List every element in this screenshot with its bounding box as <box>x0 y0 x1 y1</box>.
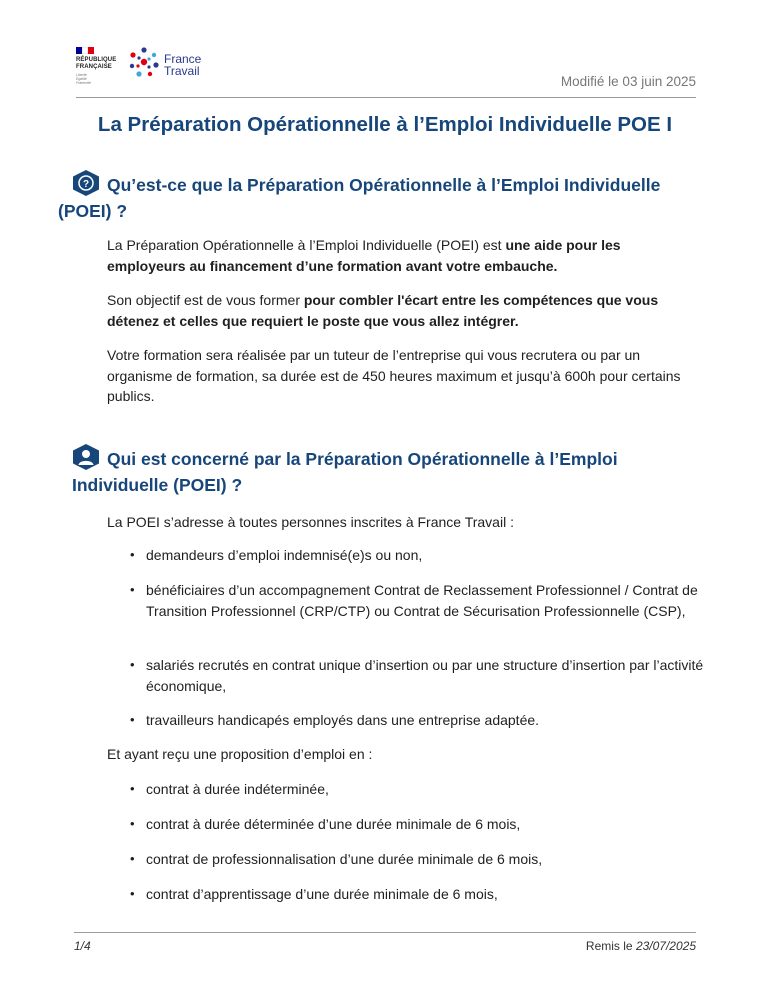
section-heading-who: Qui est concerné par la Préparation Opérationnelle à l’Emploi Individuelle (POEI) ? <box>72 444 702 498</box>
bullet-icon: • <box>130 816 135 831</box>
paragraph-training: Votre formation sera réalisée par un tuteur de l’entreprise qui vous recrutera ou par un organisme de formation, sa durée est de 450 heures maximum et jusqu’à 600h pour certains publics. <box>107 347 681 404</box>
list-item: • contrat d’apprentissage d’une durée minimale de 6 mois, <box>130 884 714 905</box>
list-item: • contrat à durée déterminée d’une durée minimale de 6 mois, <box>130 814 714 835</box>
paragraph-definition: La Préparation Opérationnelle à l’Emploi Individuelle (POEI) est une aide pour les employeurs au financement d’une formation avant votre embauche. <box>107 237 621 274</box>
list-item: • salariés recrutés en contrat unique d’insertion ou par une structure d’insertion par l’activité économique, <box>130 657 704 694</box>
list-item: • contrat de professionnalisation d’une durée minimale de 6 mois, <box>130 849 714 870</box>
page-header <box>76 44 696 98</box>
paragraph-objective: Son objectif est de vous former pour combler l'écart entre les compétences que vous détenez et celles que requiert le poste que vous allez intégrer. <box>107 292 659 329</box>
delivered-date: Remis le 23/07/2025 <box>585 939 696 953</box>
bullet-icon: • <box>130 547 135 562</box>
bullet-icon: • <box>130 851 135 866</box>
republic-motto: Liberté Égalité Fraternité <box>76 73 91 85</box>
paragraph-contract-intro: Et ayant reçu une proposition d’emploi en : <box>107 746 373 762</box>
modified-date: Modifié le 03 juin 2025 <box>560 74 696 89</box>
page-title: La Préparation Opérationnelle à l’Emploi Individuelle POE I <box>97 113 673 136</box>
list-item: • travailleurs handicapés employés dans une entreprise adaptée. <box>130 710 714 731</box>
french-flag-icon <box>76 47 94 54</box>
bullet-icon: • <box>130 582 135 597</box>
header-divider <box>76 97 696 98</box>
question-circle-icon <box>72 170 100 196</box>
list-item: • bénéficiaires d’un accompagnement Contrat de Reclassement Professionnel / Contrat de Transition Professionnel (CRP/CTP) ou Contrat de Sécurisation Professionnelle (CSP), <box>130 582 698 619</box>
section-heading-what-is: ? Qu’est-ce que la Préparation Opérationnelle à l’Emploi Individuelle (POEI) ? <box>72 170 702 224</box>
person-icon <box>72 444 100 470</box>
svg-text:?: ? <box>82 179 90 190</box>
paragraph-audience-intro: La POEI s’adresse à toutes personnes inscrites à France Travail : <box>107 514 514 530</box>
list-item: • demandeurs d’emploi indemnisé(e)s ou non, <box>130 545 714 566</box>
republique-francaise-logo <box>76 47 124 85</box>
republic-name: RÉPUBLIQUE FRANÇAISE <box>76 57 117 70</box>
bullet-icon: • <box>130 657 135 672</box>
bullet-icon: • <box>130 712 135 727</box>
france-travail-dots-icon <box>128 46 160 78</box>
bullet-icon: • <box>130 886 135 901</box>
page-number: 1/4 <box>74 939 91 953</box>
bullet-icon: • <box>130 781 135 796</box>
list-item: • contrat à durée indéterminée, <box>130 779 714 800</box>
france-travail-wordmark: France Travail <box>164 52 202 78</box>
footer-divider <box>74 932 696 933</box>
